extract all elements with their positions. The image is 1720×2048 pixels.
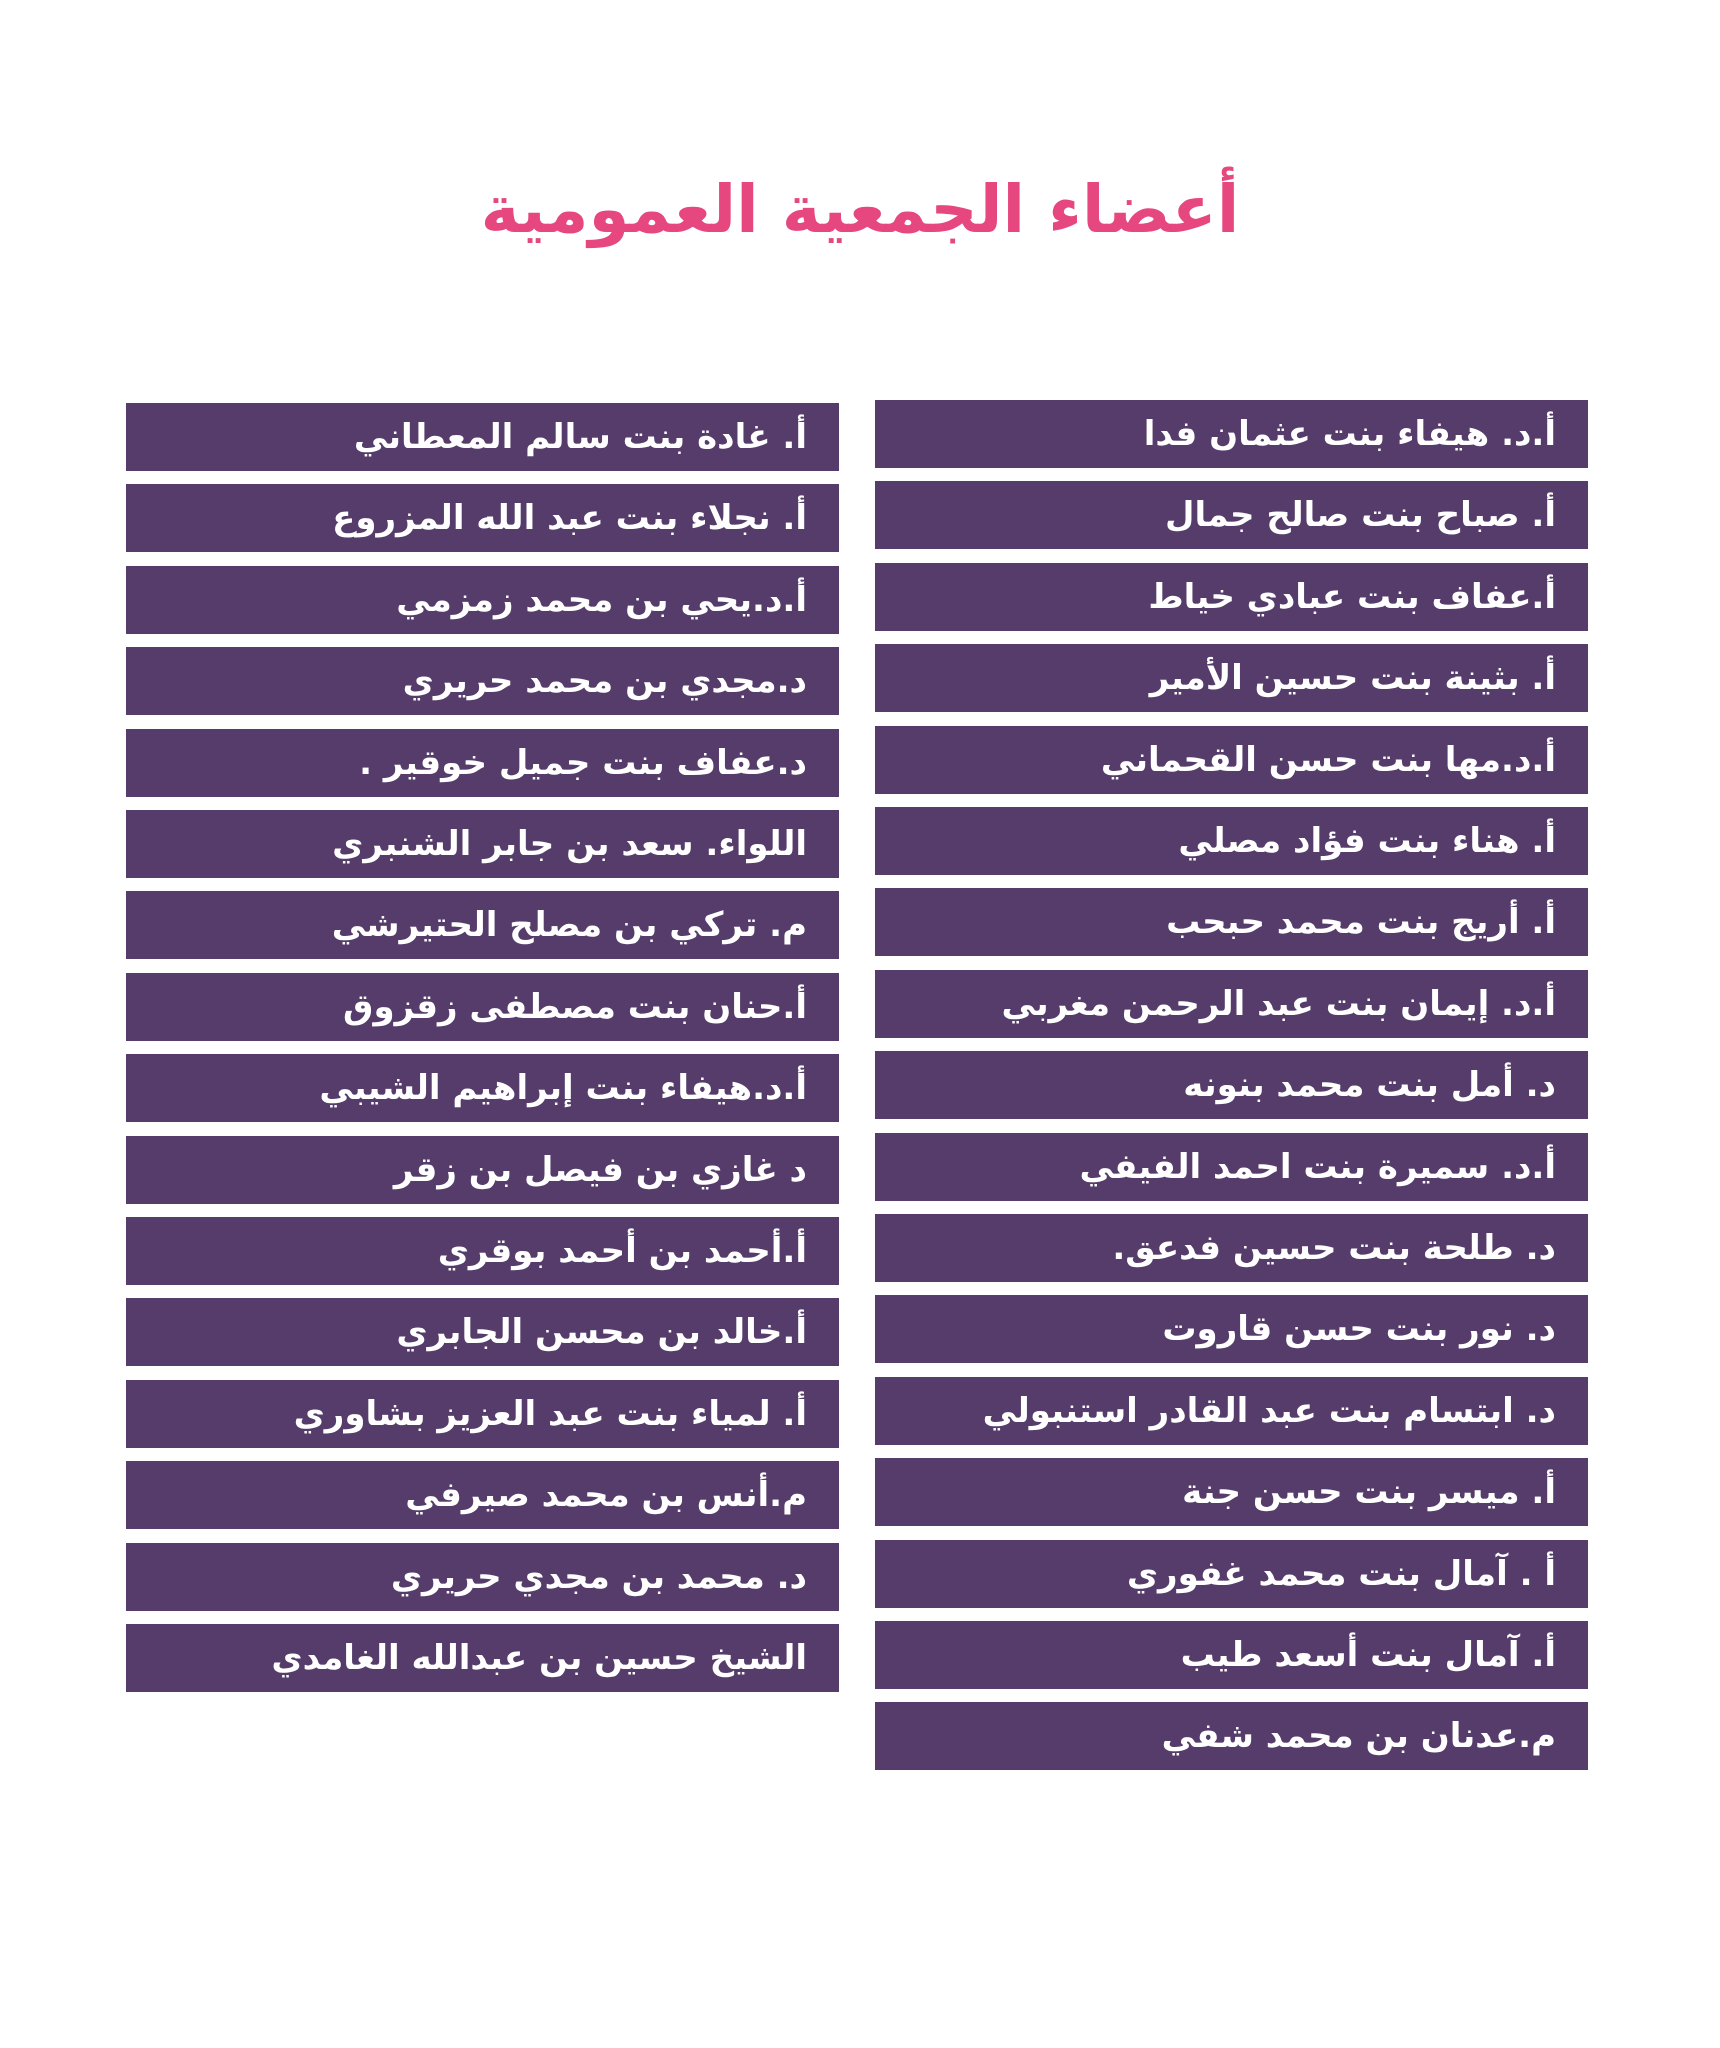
member-name-bar: م.عدنان بن محمد شفي	[875, 1702, 1588, 1770]
member-name-bar: أ.عفاف بنت عبادي خياط	[875, 563, 1588, 631]
member-name-bar: د.مجدي بن محمد حريري	[126, 647, 839, 715]
member-name-bar: أ.د. إيمان بنت عبد الرحمن مغربي	[875, 970, 1588, 1038]
member-name-bar: م.أنس بن محمد صيرفي	[126, 1461, 839, 1529]
member-name-bar: أ. آمال بنت أسعد طيب	[875, 1621, 1588, 1689]
member-name-bar: أ.د. هيفاء بنت عثمان فدا	[875, 400, 1588, 468]
member-name-bar: د.عفاف بنت جميل خوقير .	[126, 729, 839, 797]
member-name-bar: د. طلحة بنت حسين فدعق.	[875, 1214, 1588, 1282]
member-name-bar: أ.حنان بنت مصطفى زقزوق	[126, 973, 839, 1041]
member-name-bar: أ.د.هيفاء بنت إبراهيم الشيبي	[126, 1054, 839, 1122]
page-title: أعضاء الجمعية العمومية	[480, 171, 1240, 248]
member-name-bar: د. نور بنت حسن قاروت	[875, 1295, 1588, 1363]
member-name-bar: أ. أريج بنت محمد حبحب	[875, 888, 1588, 956]
member-name-bar: أ.د.يحي بن محمد زمزمي	[126, 566, 839, 634]
member-name-bar: أ.خالد بن محسن الجابري	[126, 1298, 839, 1366]
member-name-bar: د غازي بن فيصل بن زقر	[126, 1136, 839, 1204]
member-name-bar: أ. هناء بنت فؤاد مصلي	[875, 807, 1588, 875]
member-name-bar: أ.د.مها بنت حسن القحماني	[875, 726, 1588, 794]
member-name-bar: اللواء. سعد بن جابر الشنبري	[126, 810, 839, 878]
member-name-bar: أ. ميسر بنت حسن جنة	[875, 1458, 1588, 1526]
member-name-bar: أ.أحمد بن أحمد بوقري	[126, 1217, 839, 1285]
member-name-bar: د. ابتسام بنت عبد القادر استنبولي	[875, 1377, 1588, 1445]
member-name-bar: أ. غادة بنت سالم المعطاني	[126, 403, 839, 471]
member-name-bar: أ. صباح بنت صالح جمال	[875, 481, 1588, 549]
member-name-bar: أ. لمياء بنت عبد العزيز بشاوري	[126, 1380, 839, 1448]
member-name-bar: الشيخ حسين بن عبدالله الغامدي	[126, 1624, 839, 1692]
member-name-bar: م. تركي بن مصلح الحتيرشي	[126, 891, 839, 959]
member-name-bar: أ . آمال بنت محمد غفوري	[875, 1540, 1588, 1608]
member-name-bar: أ. نجلاء بنت عبد الله المزروع	[126, 484, 839, 552]
member-name-bar: د. محمد بن مجدي حريري	[126, 1543, 839, 1611]
member-name-bar: أ. بثينة بنت حسين الأمير	[875, 644, 1588, 712]
member-name-bar: د. أمل بنت محمد بنونه	[875, 1051, 1588, 1119]
member-name-bar: أ.د. سميرة بنت احمد الفيفي	[875, 1133, 1588, 1201]
